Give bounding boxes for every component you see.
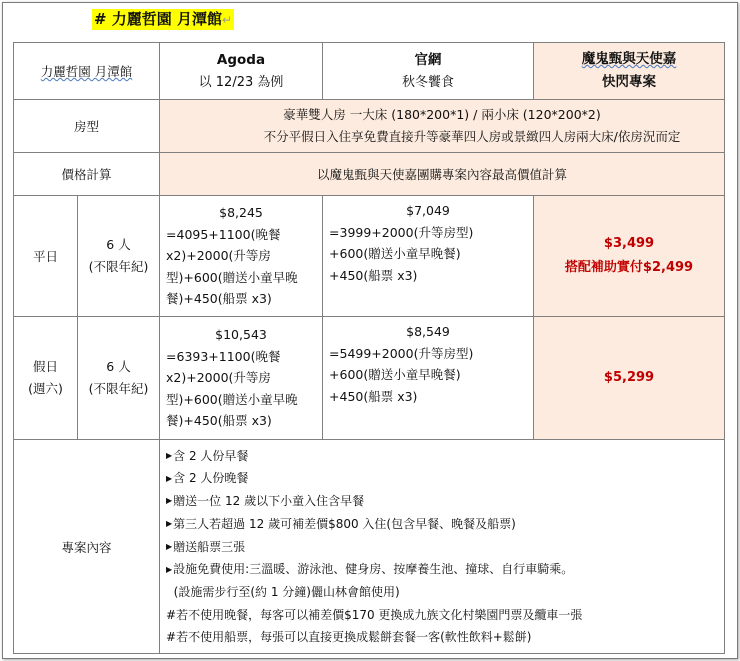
list-item: ▶含 2 人份早餐 — [166, 448, 249, 463]
holiday-agoda-price: $10,543 =6393+1100(晚餐 x2)+2000(升等房 型)+600(贈送小童早晚 餐)+450(船票 x3) — [160, 317, 323, 440]
weekday-special-price: $3,499 搭配補助實付$2,499 — [534, 196, 725, 317]
weekday-official-price: $7,049 =3999+2000(升等房型) +600(贈送小童早晚餐) +450(船票 x3) — [323, 196, 534, 317]
official-column-header: 官網 秋冬饗食 — [323, 43, 534, 100]
holiday-official-price: $8,549 =5499+2000(升等房型) +600(贈送小童早晚餐) +450(船票 x3) — [323, 317, 534, 440]
content-label: 專案內容 — [14, 440, 160, 654]
price-calc-cell: 以魔鬼甄與天使嘉團購專案內容最高價值計算 — [160, 153, 725, 196]
weekday-agoda-price: $8,245 =4095+1100(晚餐 x2)+2000(升等房 型)+600(贈送小童早晚 餐)+450(船票 x3) — [160, 196, 323, 317]
room-type-cell: 豪華雙人房 一大床 (180*200*1) / 兩小床 (120*200*2) 不分平假日入住享免費直接升等豪華四人房或景緻四人房兩大床/依房況而定 — [160, 100, 725, 153]
weekday-label: 平日 — [14, 196, 78, 317]
holiday-label: 假日 (週六) — [14, 317, 78, 440]
list-item: ▶設施免費使用:三溫暖、游泳池、健身房、按摩養生池、撞球、自行車騎乘。 — [166, 562, 574, 577]
price-calc-label: 價格計算 — [14, 153, 160, 196]
holiday-special-price: $5,299 — [534, 317, 725, 440]
agoda-column-header: Agoda 以 12/23 為例 — [160, 43, 323, 100]
holiday-persons: 6 人 (不限年紀) — [78, 317, 160, 440]
list-item: #若不使用船票，每張可以直接更換成鬆餅套餐一客(軟性飲料+鬆餅) — [166, 630, 532, 644]
weekday-persons: 6 人 (不限年紀) — [78, 196, 160, 317]
table-corner-header: 力麗哲園 月潭館 — [14, 43, 160, 100]
content-list — [160, 440, 725, 654]
list-item: ▶含 2 人份晚餐 — [166, 471, 249, 486]
list-item: ▶第三人若超過 12 歲可補差價$800 入住(包含早餐、晚餐及船票) — [166, 516, 516, 531]
document-title: # 力麗哲園 月潭館↵ — [94, 10, 233, 28]
special-column-header: 魔鬼甄與天使嘉 快閃專案 — [534, 43, 725, 100]
list-item: (設施需步行至(約 1 分鐘)儷山林會館使用) — [166, 585, 400, 599]
list-item: #若不使用晚餐，每客可以補差價$170 更換成九族文化村樂園門票及纜車一張 — [166, 607, 583, 622]
comparison-table — [13, 42, 725, 654]
list-item: ▶贈送船票三張 — [166, 539, 246, 554]
list-item: ▶贈送一位 12 歲以下小童入住含早餐 — [166, 494, 365, 508]
room-type-label: 房型 — [14, 100, 160, 153]
